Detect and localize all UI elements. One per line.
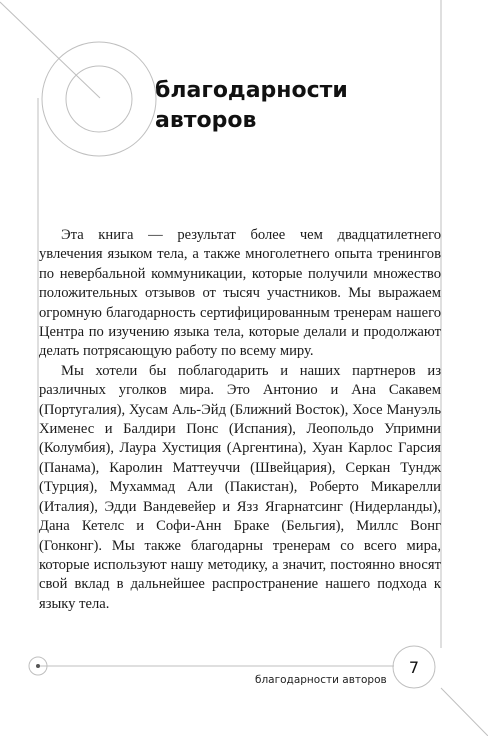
running-footer-title: благодарности авторов — [255, 674, 387, 686]
body-text — [39, 226, 441, 614]
paragraph-1: Эта книга — результат более чем двадцатилетнего увлечения языком тела, а также многолетнего опыта тренингов по невербальной коммуникации, которые получили множество положительных отзывов от тысяч участников. Мы выражаем огромную благодарность сертифицированным тренерам нашего Центра по изучению языка тела, которые делали и продолжают делать потрясающую работу по всему миру. — [39, 227, 441, 360]
diagonal-rule-bottom — [441, 688, 488, 736]
page-number: 7 — [408, 657, 420, 677]
paragraph-2: Мы хотели бы поблагодарить и наших партнеров из различных уголков мира. Это Антонио и Ана Сакавем (Португалия), Хусам Аль-Эйд (Ближний Восток), Хосе Мануэль Хименес и Балдири Понс (Испания), Леопольдо Упримни (Колумбия), Лаура Хустиция (Аргентина), Хуан Карлос Гарсия (Панама), Каролин Маттеуччи (Швейцария), Серкан Тундж (Турция), Мухаммад Али (Пакистан), Роберто Микарелли (Италия), Эдди Вандевейер и Язз Ягарнатсинг (Нидерланды), Дана Кетелс и Софи-Анн Бракe (Бельгия), Миллс Вонг (Гонконг). Мы также благодарны тренерам со всего мира, которые используют нашу методику, а значит, постоянно вносят свой вклад в дальнейшее распространение нашего подхода к языку тела. — [39, 362, 441, 612]
footer-dot-icon — [36, 664, 40, 668]
page-title-line-2: авторов — [155, 108, 257, 133]
page-title-line-1: благодарности — [155, 78, 348, 103]
inner-ring-icon — [66, 66, 132, 132]
page-title — [155, 76, 348, 136]
diagonal-rule-top — [0, 2, 100, 98]
